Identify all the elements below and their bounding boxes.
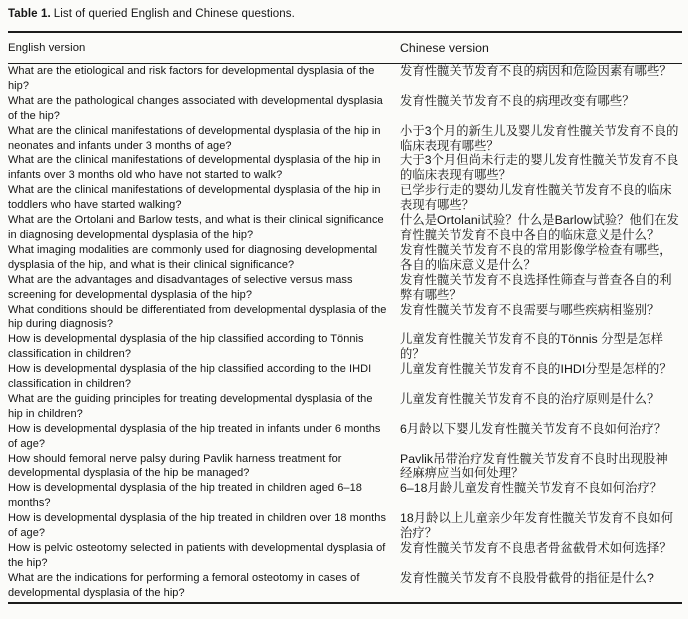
chinese-question: 发育性髋关节发育不良的病因和危险因素有哪些？ — [400, 64, 672, 78]
chinese-question: Pavlik吊带治疗发育性髋关节发育不良时出现股神经麻痹应当如何处理？ — [400, 451, 668, 481]
english-question: How should femoral nerve palsy during Pavlik harness treatment for developmental dysplasia of the hip be managed? — [8, 452, 342, 480]
chinese-question: 发育性髋关节发育不良的常用影像学检查有哪些，各自的临床意义是什么？ — [400, 242, 672, 272]
chinese-question: 发育性髋关节发育不良患者骨盆截骨术如何选择？ — [400, 541, 672, 555]
english-question: How is developmental dysplasia of the hip classified according to the IHDI classification in children? — [8, 363, 372, 391]
english-question: How is developmental dysplasia of the hip treated in children aged 6–18 months? — [8, 482, 362, 510]
english-question: How is pelvic osteotomy selected in patients with developmental dysplasia of the hip? — [8, 542, 386, 569]
english-question: What imaging modalities are commonly used for diagnosing developmental dysplasia of the hip, and what is their clinical significance? — [8, 243, 378, 271]
chinese-question: 什么是Ortolani试验？什么是Barlow试验？他们在发育性髋关节发育不良中各自的临床意义是什么？ — [400, 213, 679, 242]
chinese-question: 发育性髋关节发育不良选择性筛查与普查各自的利弊有哪些？ — [400, 272, 672, 302]
english-question: What are the clinical manifestations of developmental dysplasia of the hip in neonates and infants under 3 months of age? — [8, 124, 381, 152]
table-row — [8, 124, 681, 154]
column-header-english: English version — [8, 42, 86, 54]
chinese-question: 儿童发育性髋关节发育不良的IHDI分型是怎样的？ — [400, 362, 672, 377]
chinese-question: 儿童发育性髋关节发育不良的治疗原则是什么？ — [400, 391, 660, 406]
header-row — [8, 33, 681, 63]
table-caption-text: List of queried English and Chinese questions. — [53, 8, 295, 20]
chinese-question: 发育性髋关节发育不良股骨截骨的指征是什么? — [400, 570, 654, 585]
table-caption — [8, 7, 681, 22]
table-row — [8, 481, 681, 511]
chinese-question: 发育性髋关节发育不良的病理改变有哪些？ — [400, 93, 635, 108]
table-row — [8, 422, 681, 452]
english-question: What are the etiological and risk factors for developmental dysplasia of the hip? — [8, 65, 375, 92]
table-row — [8, 332, 681, 362]
table-row — [8, 153, 681, 183]
english-question: How is developmental dysplasia of the hip treated in infants under 6 months of age? — [8, 422, 381, 450]
english-question: How is developmental dysplasia of the hip treated in children over 18 months of age? — [8, 512, 387, 540]
table-row — [8, 511, 681, 541]
table-row — [8, 303, 681, 333]
english-question: What are the pathological changes associated with developmental dysplasia of the hip? — [8, 94, 383, 122]
table-row — [8, 64, 681, 94]
table-body — [8, 64, 681, 601]
bottom-rule — [8, 602, 682, 604]
table-row — [8, 183, 681, 213]
english-question: What are the Ortolani and Barlow tests, and what is their clinical significance in diagnosing developmental dysplasia of the hip? — [8, 214, 384, 241]
table-row — [8, 541, 681, 571]
table-caption-number: Table 1. — [8, 8, 51, 20]
table-row — [8, 213, 681, 243]
chinese-question: 儿童发育性髋关节发育不良的Tönnis 分型是怎样的？ — [400, 332, 663, 362]
chinese-question: 小于3个月的新生儿及婴儿发育性髋关节发育不良的临床表现有哪些？ — [400, 123, 679, 153]
english-question: What conditions should be differentiated from developmental dysplasia of the hip during diagnosis? — [8, 303, 387, 331]
english-question: What are the advantages and disadvantages of selective versus mass screening for developmental dysplasia of the hip? — [8, 273, 353, 301]
table-row — [8, 452, 681, 482]
chinese-question: 6–18月龄儿童发育性髋关节发育不良如何治疗？ — [400, 481, 663, 496]
chinese-question: 已学步行走的婴幼儿发育性髋关节发育不良的临床表现有哪些？ — [400, 183, 672, 213]
english-question: How is developmental dysplasia of the hip classified according to Tönnis classification in children? — [8, 333, 364, 361]
table-row — [8, 243, 681, 273]
chinese-question: 发育性髋关节发育不良需要与哪些疾病相鉴别？ — [400, 302, 660, 317]
english-question: What are the clinical manifestations of developmental dysplasia of the hip in toddlers who have started walking? — [8, 184, 381, 212]
chinese-question: 18月龄以上儿童亲少年发育性髋关节发育不良如何治疗？ — [400, 511, 674, 541]
english-question: What are the indications for performing a femoral osteotomy in cases of developmental dysplasia of the hip? — [8, 571, 360, 599]
table-row — [8, 362, 681, 392]
table-row — [8, 571, 681, 601]
chinese-question: 6月龄以下婴儿发育性髋关节发育不良如何治疗？ — [400, 421, 667, 436]
column-header-chinese: Chinese version — [400, 41, 489, 55]
table-row — [8, 94, 681, 124]
chinese-question: 大于3个月但尚未行走的婴儿发育性髋关节发育不良的临床表现有哪些？ — [400, 153, 679, 183]
english-question: What are the guiding principles for treating developmental dysplasia of the hip in children? — [8, 392, 373, 420]
table-row — [8, 392, 681, 422]
table-row — [8, 273, 681, 303]
english-question: What are the clinical manifestations of developmental dysplasia of the hip in infants over 3 months old who have not started to walk? — [8, 154, 381, 182]
